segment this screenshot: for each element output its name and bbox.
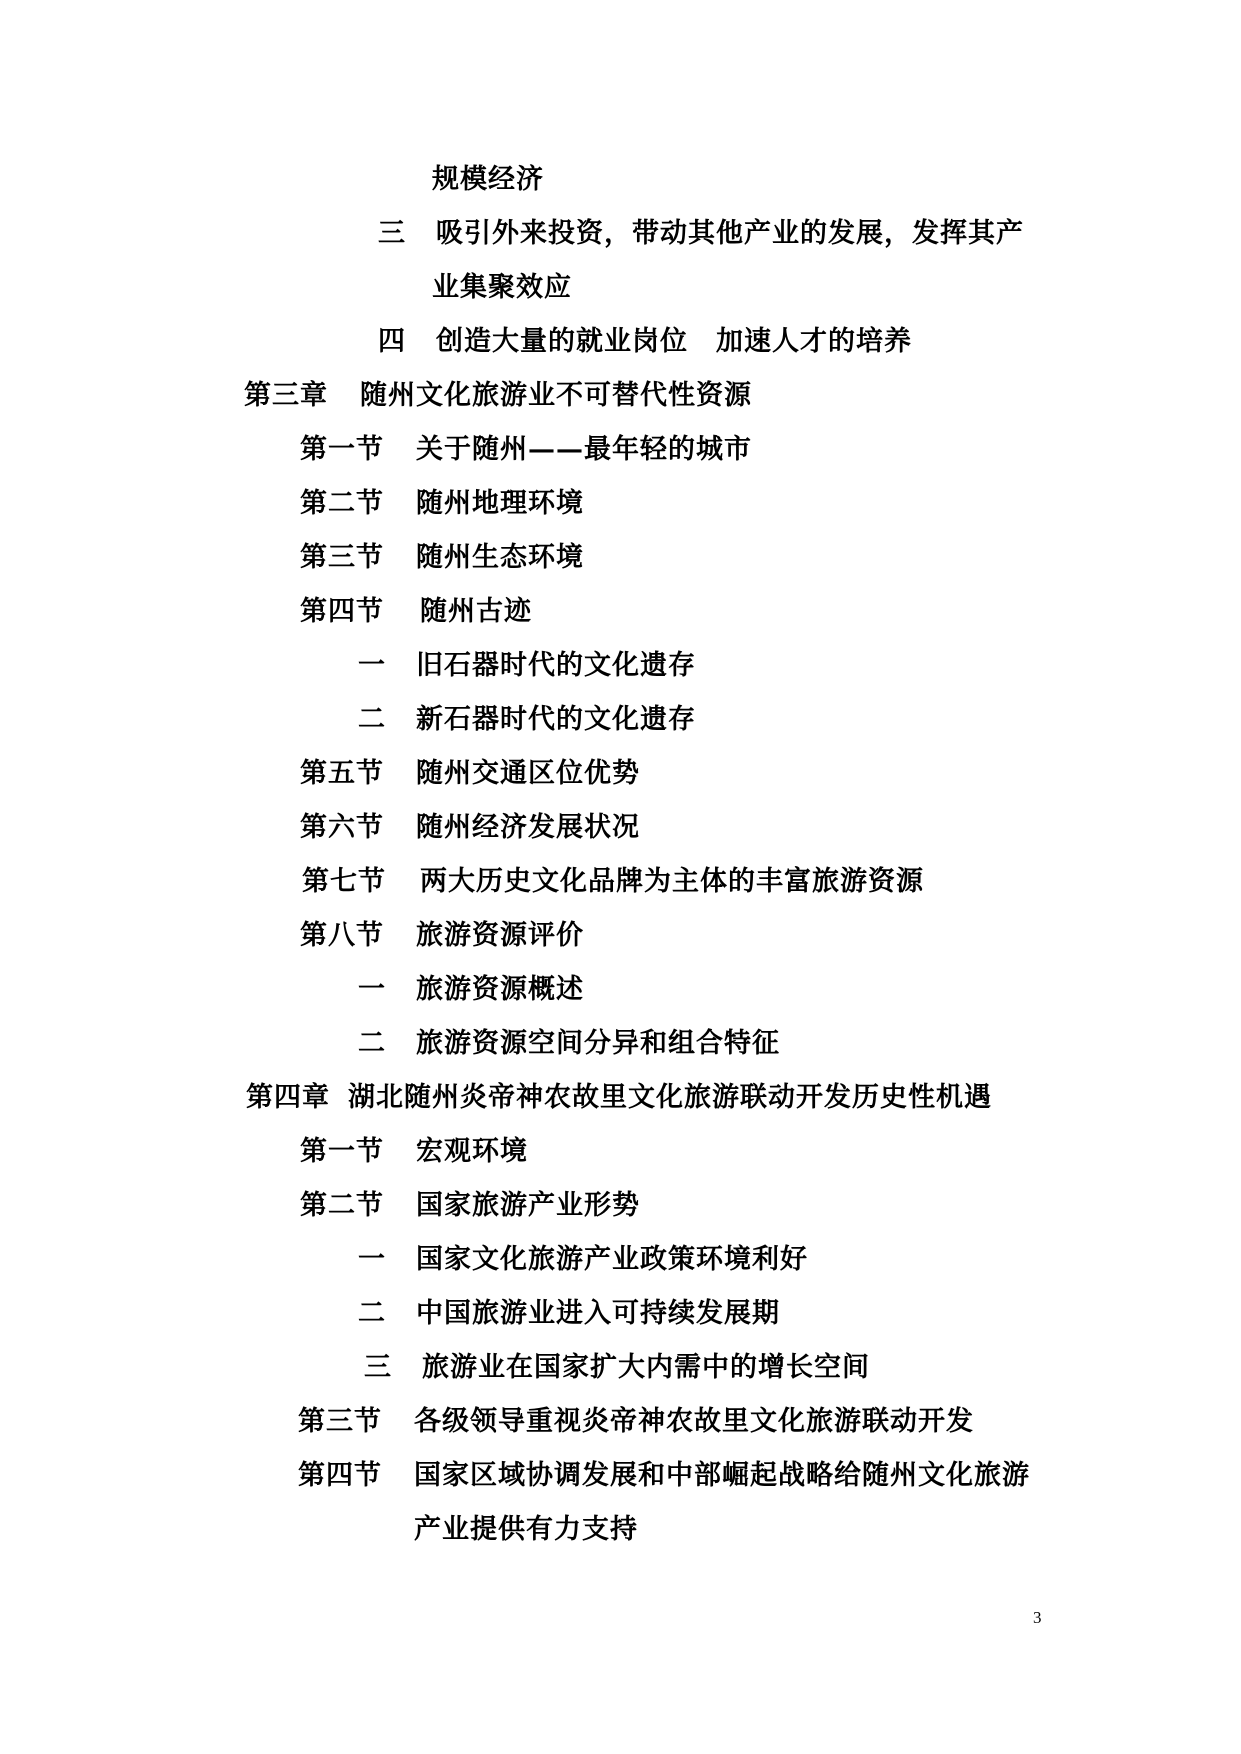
toc-section: [300, 1186, 640, 1226]
toc-section: [300, 916, 584, 956]
toc-chapter: [246, 1078, 992, 1118]
toc-subsection-number: 二: [358, 1298, 386, 1329]
toc-entry: [432, 160, 544, 200]
toc-subsection: [364, 1348, 870, 1388]
toc-subsection-title: 旧石器时代的文化遗存: [416, 650, 696, 681]
toc-entry: [432, 268, 572, 308]
toc-subsection: [358, 700, 696, 740]
toc-section-title: 随州生态环境: [416, 542, 584, 573]
toc-chapter-number: 第四章: [246, 1082, 330, 1113]
toc-chapter-title: 湖北随州炎帝神农故里文化旅游联动开发历史性机遇: [348, 1082, 992, 1113]
toc-section-title: 两大历史文化品牌为主体的丰富旅游资源: [420, 866, 924, 897]
toc-section-number: 第三节: [300, 542, 384, 573]
toc-subsection-number: 一: [358, 650, 386, 681]
toc-section-title: 各级领导重视炎帝神农故里文化旅游联动开发: [414, 1406, 974, 1437]
toc-section: [298, 1402, 974, 1442]
toc-entry-number: 四: [378, 326, 406, 357]
toc-subsection-title: 旅游资源概述: [416, 974, 584, 1005]
toc-section: [298, 1456, 1030, 1496]
toc-section-title: 随州交通区位优势: [416, 758, 640, 789]
toc-section: [302, 862, 924, 902]
toc-chapter-title: 随州文化旅游业不可替代性资源: [360, 380, 752, 411]
toc-section-title: 随州地理环境: [416, 488, 584, 519]
page-number: 3: [1033, 1608, 1042, 1627]
toc-subsection-number: 二: [358, 1028, 386, 1059]
toc-section-title: 随州古迹: [420, 596, 532, 627]
toc-entry: [378, 214, 1024, 254]
toc-subsection-number: 一: [358, 974, 386, 1005]
toc-section: [300, 592, 532, 632]
toc-section: [300, 1132, 528, 1172]
toc-subsection-title: 国家文化旅游产业政策环境利好: [416, 1244, 808, 1275]
toc-subsection: [358, 646, 696, 686]
toc-section-title: 国家区域协调发展和中部崛起战略给随州文化旅游: [414, 1460, 1030, 1491]
toc-subsection-title: 中国旅游业进入可持续发展期: [416, 1298, 780, 1329]
toc-section: [300, 484, 584, 524]
toc-entry-text: 业集聚效应: [432, 272, 572, 303]
toc-section: [300, 430, 752, 470]
toc-section-number: 第四节: [300, 596, 384, 627]
toc-section-number: 第四节: [298, 1460, 382, 1491]
toc-entry-number: 三: [378, 218, 406, 249]
toc-section-number: 第一节: [300, 434, 384, 465]
toc-subsection-number: 一: [358, 1244, 386, 1275]
toc-section-number: 第二节: [300, 488, 384, 519]
toc-subsection: [358, 1294, 780, 1334]
toc-subsection-title: 旅游资源空间分异和组合特征: [416, 1028, 780, 1059]
toc-section: [300, 538, 584, 578]
toc-subsection: [358, 1240, 808, 1280]
toc-section-number: 第八节: [300, 920, 384, 951]
toc-entry-text: 规模经济: [432, 164, 544, 195]
toc-subsection-title: 旅游业在国家扩大内需中的增长空间: [422, 1352, 870, 1383]
toc-section-title: 随州经济发展状况: [416, 812, 640, 843]
toc-entry-text: 产业提供有力支持: [414, 1514, 638, 1545]
toc-subsection-number: 二: [358, 704, 386, 735]
toc-section: [300, 808, 640, 848]
toc-section-number: 第五节: [300, 758, 384, 789]
toc-section-number: 第六节: [300, 812, 384, 843]
toc-subsection: [358, 970, 584, 1010]
toc-section-number: 第二节: [300, 1190, 384, 1221]
toc-section-title: 国家旅游产业形势: [416, 1190, 640, 1221]
toc-section-title: 旅游资源评价: [416, 920, 584, 951]
toc-entry-text: 创造大量的就业岗位 加速人才的培养: [436, 326, 912, 357]
toc-section-title: 关于随州——最年轻的城市: [416, 434, 752, 465]
toc-subsection-title: 新石器时代的文化遗存: [416, 704, 696, 735]
toc-subsection: [358, 1024, 780, 1064]
toc-entry: [378, 322, 912, 362]
toc-section-title: 宏观环境: [416, 1136, 528, 1167]
toc-section-number: 第三节: [298, 1406, 382, 1437]
toc-entry-text: 吸引外来投资，带动其他产业的发展，发挥其产: [436, 218, 1024, 249]
toc-subsection-number: 三: [364, 1352, 392, 1383]
toc-section: [300, 754, 640, 794]
toc-section-number: 第一节: [300, 1136, 384, 1167]
toc-chapter: [244, 376, 752, 416]
toc-chapter-number: 第三章: [244, 380, 328, 411]
toc-section-number: 第七节: [302, 866, 386, 897]
toc-entry: [414, 1510, 638, 1550]
